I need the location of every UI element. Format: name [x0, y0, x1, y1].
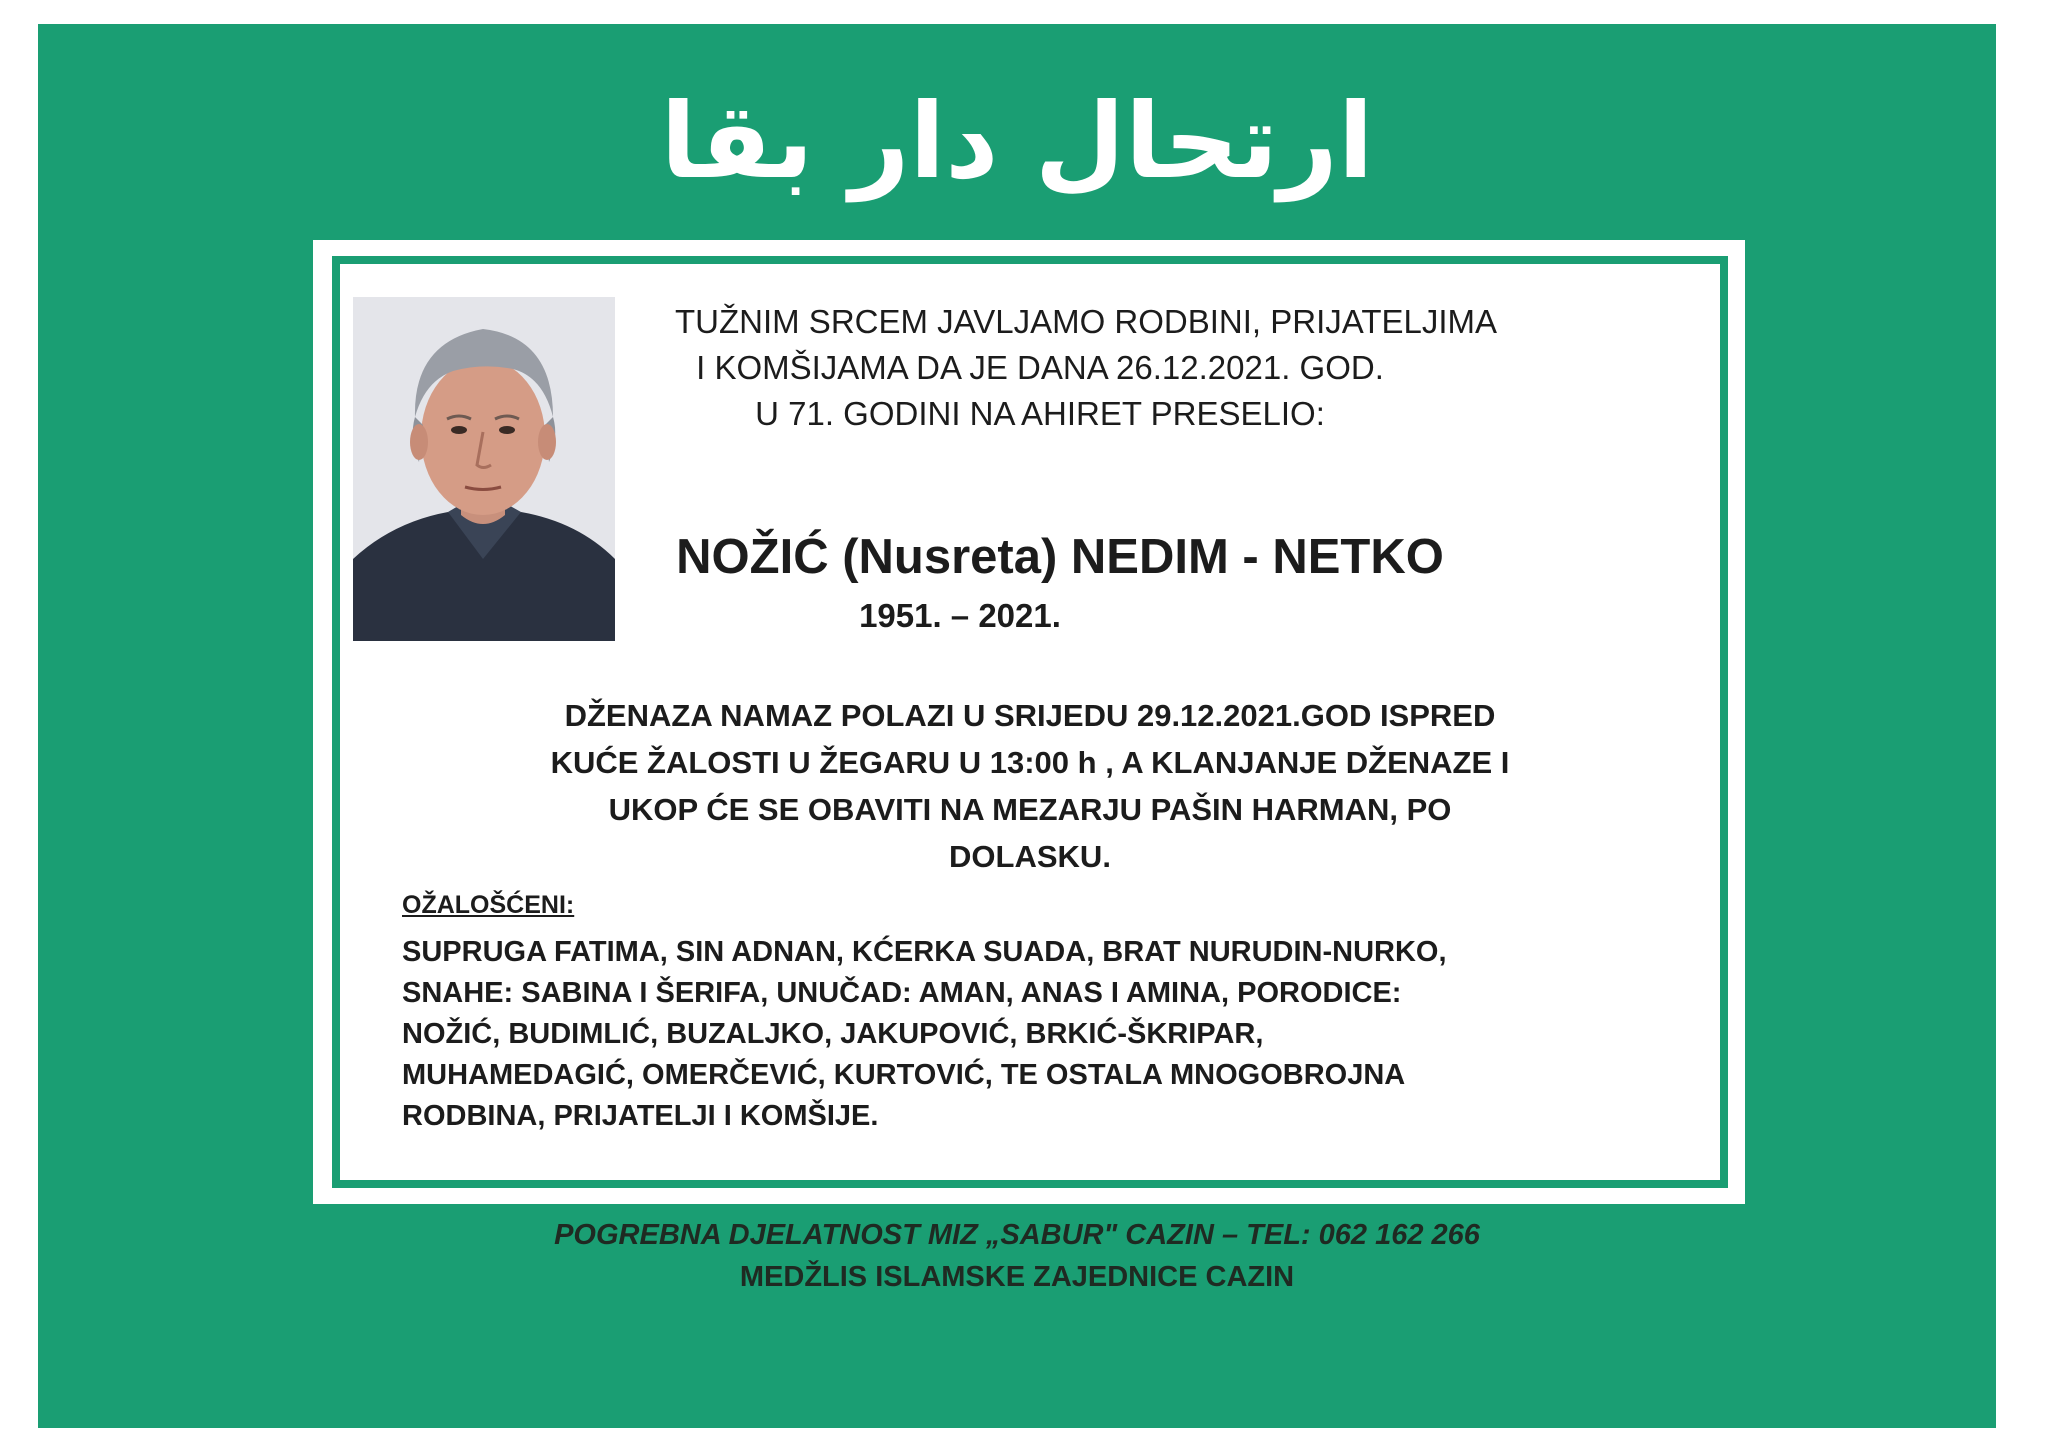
notice-inner-border	[332, 256, 1728, 1188]
intro-line: I KOMŠIJAMA DA JE DANA 26.12.2021. GOD.	[696, 349, 1384, 386]
mourners-list	[402, 932, 1692, 1137]
mourners-heading: OŽALOŠĆENI:	[402, 891, 575, 919]
funeral-line: UKOP ĆE SE OBAVITI NA MEZARJU PAŠIN HARMAN, PO	[608, 792, 1452, 827]
mourners-line: MUHAMEDAGIĆ, OMERČEVIĆ, KURTOVIĆ, TE OSTALA MNOGOBROJNA	[402, 1059, 1406, 1091]
funeral-line: DŽENAZA NAMAZ POLAZI U SRIJEDU 29.12.2021.GOD ISPRED	[564, 698, 1496, 733]
arabic-calligraphy-header: ارتحال دار بقا	[660, 80, 1374, 202]
mourners-line: RODBINA, PRIJATELJI I KOMŠIJE.	[402, 1100, 879, 1132]
mourners-line: NOŽIĆ, BUDIMLIĆ, BUZALJKO, JAKUPOVIĆ, BRKIĆ-ŠKRIPAR,	[402, 1018, 1264, 1050]
mourners-line: SUPRUGA FATIMA, SIN ADNAN, KĆERKA SUADA, BRAT NURUDIN-NURKO,	[402, 936, 1447, 968]
mourners-line: SNAHE: SABINA I ŠERIFA, UNUČAD: AMAN, ANAS I AMINA, PORODICE:	[402, 977, 1402, 1009]
footer	[38, 1214, 1996, 1298]
organization-name: MEDŽLIS ISLAMSKE ZAJEDNICE CAZIN	[739, 1261, 1295, 1293]
portrait-photo	[353, 297, 615, 641]
deceased-name: NOŽIĆ (Nusreta) NEDIM - NETKO	[676, 530, 1444, 584]
funeral-line: KUĆE ŽALOSTI U ŽEGARU U 13:00 h , A KLANJANJE DŽENAZE I	[550, 745, 1510, 780]
intro-line: U 71. GODINI NA AHIRET PRESELIO:	[755, 395, 1325, 432]
intro-line: TUŽNIM SRCEM JAVLJAMO RODBINI, PRIJATELJIMA	[675, 303, 1498, 340]
funeral-details	[400, 692, 1660, 880]
funeral-service-contact: POGREBNA DJELATNOST MIZ „SABUR" CAZIN – TEL: 062 162 266	[554, 1219, 1480, 1251]
funeral-line: DOLASKU.	[949, 839, 1111, 874]
notice-frame	[313, 240, 1745, 1204]
announcement-intro	[675, 299, 1498, 437]
portrait-photo-icon	[353, 297, 615, 641]
green-panel	[38, 24, 1996, 1428]
deceased-years: 1951. – 2021.	[859, 597, 1061, 634]
